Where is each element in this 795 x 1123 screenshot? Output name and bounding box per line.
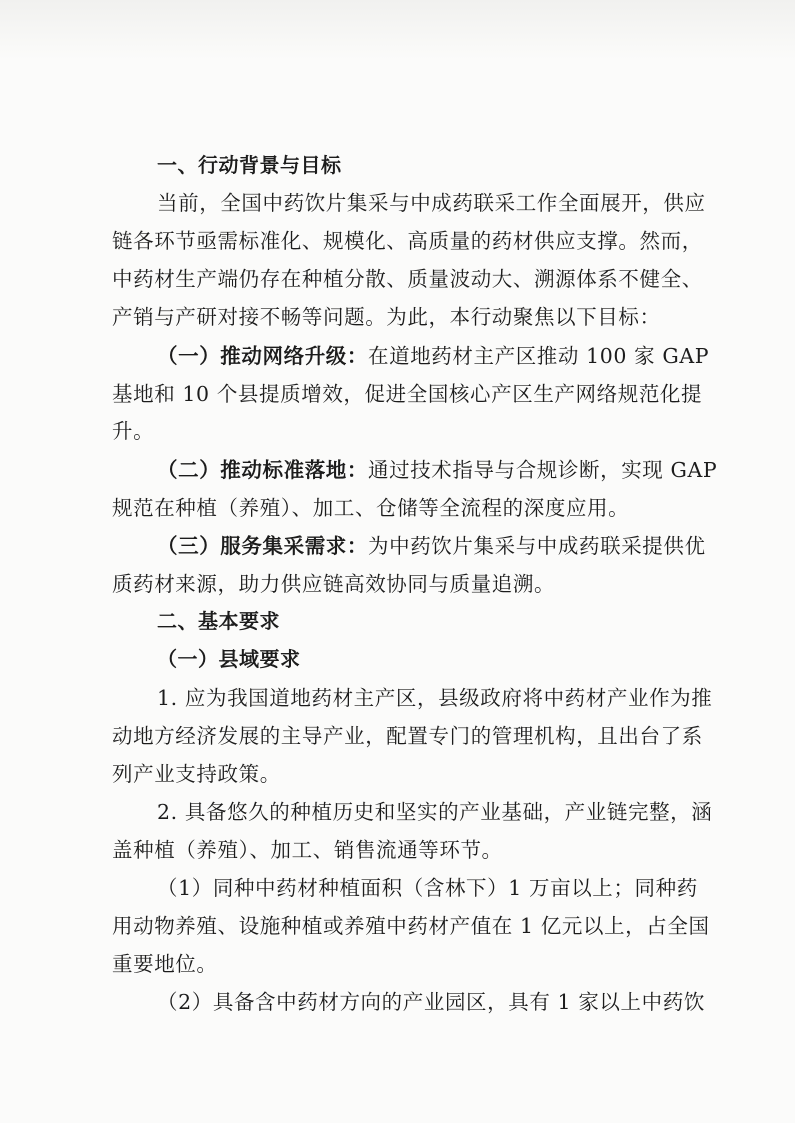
paragraph-line: 升。 xyxy=(112,419,155,443)
paragraph-line: 基地和 10 个县提质增效，促进全国核心产区生产网络规范化提 xyxy=(112,382,703,406)
paragraph-line: 链各环节亟需标准化、规模化、高质量的药材供应支撑。然而， xyxy=(112,229,703,253)
goal-3-first-line xyxy=(157,529,706,563)
paragraph-line: 质药材来源，助力供应链高效协同与质量追溯。 xyxy=(112,572,556,596)
goal-2-text: 通过技术指导与合规诊断，实现 GAP xyxy=(368,458,718,482)
paragraph-line: 规范在种植（养殖）、加工、仓储等全流程的深度应用。 xyxy=(112,496,630,520)
paragraph-line: （2）具备含中药材方向的产业园区，具有 1 家以上中药饮 xyxy=(157,990,705,1014)
section-2-heading: 二、基本要求 xyxy=(157,609,280,633)
goal-2-title: （二）推动标准落地： xyxy=(157,458,368,482)
paragraph-line: 列产业支持政策。 xyxy=(112,762,281,786)
paragraph-line: 动地方经济发展的主导产业，配置专门的管理机构，且出台了系 xyxy=(112,724,703,748)
paragraph-line: （1）同种中药材种植面积（含林下）1 万亩以上；同种药 xyxy=(157,876,698,900)
section-1-heading: 一、行动背景与目标 xyxy=(157,153,342,177)
paragraph-line: 中药材生产端仍存在种植分散、质量波动大、溯源体系不健全、 xyxy=(112,267,703,291)
goal-1-title: （一）推动网络升级： xyxy=(157,344,368,368)
paragraph-line: 盖种植（养殖）、加工、销售流通等环节。 xyxy=(112,838,503,862)
paragraph-line: 1. 应为我国道地药材主产区，县级政府将中药材产业作为推 xyxy=(157,686,713,710)
paragraph-line: 2. 具备悠久的种植历史和坚实的产业基础，产业链完整，涵 xyxy=(157,800,713,824)
goal-3-text: 为中药饮片集采与中成药联采提供优 xyxy=(368,534,706,558)
goal-1-text: 在道地药材主产区推动 100 家 GAP xyxy=(368,344,710,368)
paragraph-line: 用动物养殖、设施种植或养殖中药材产值在 1 亿元以上，占全国 xyxy=(112,914,710,938)
goal-2-first-line xyxy=(157,453,717,487)
goal-3-title: （三）服务集采需求： xyxy=(157,534,368,558)
goal-1-first-line xyxy=(157,339,709,373)
paragraph-line: 产销与产研对接不畅等问题。为此，本行动聚焦以下目标： xyxy=(112,305,661,329)
paragraph-line: 重要地位。 xyxy=(112,952,218,976)
scan-shadow xyxy=(0,0,795,60)
paragraph-line: 当前，全国中药饮片集采与中成药联采工作全面展开，供应 xyxy=(157,191,706,215)
subsection-heading: （一）县域要求 xyxy=(157,647,301,671)
